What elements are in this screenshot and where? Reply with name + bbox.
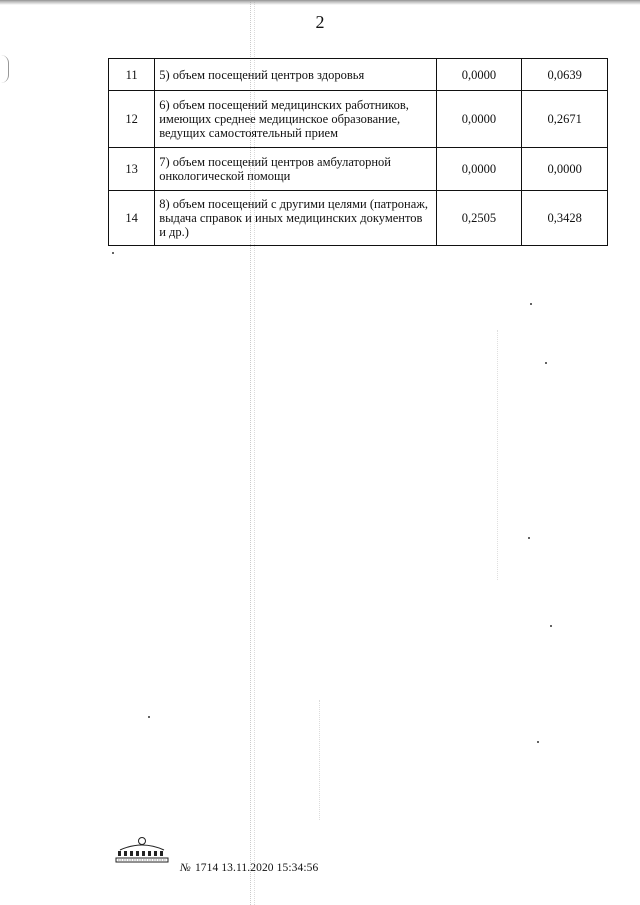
row-value-2: 0,2671 bbox=[522, 91, 608, 148]
table-row bbox=[109, 59, 608, 91]
row-value-2: 0,0639 bbox=[522, 59, 608, 91]
registration-text: 1714 13.11.2020 15:34:56 bbox=[194, 862, 319, 874]
scan-top-edge bbox=[0, 0, 640, 6]
fold-line bbox=[497, 330, 498, 580]
row-value-2: 0,3428 bbox=[522, 191, 608, 246]
scan-speck bbox=[112, 252, 114, 254]
row-number: 14 bbox=[109, 191, 155, 246]
row-number: 12 bbox=[109, 91, 155, 148]
row-description: 5) объем посещений центров здоровья bbox=[155, 59, 436, 91]
row-value-1: 0,0000 bbox=[436, 91, 522, 148]
table-row bbox=[109, 191, 608, 246]
data-table bbox=[108, 58, 608, 246]
registration-stamp bbox=[180, 862, 318, 874]
scan-speck bbox=[148, 716, 150, 718]
binding-mark bbox=[0, 55, 9, 83]
row-description: 7) объем посещений центров амбулаторной онкологической помощи bbox=[155, 148, 436, 191]
emblem-stamp-icon bbox=[112, 836, 172, 864]
row-value-2: 0,0000 bbox=[522, 148, 608, 191]
row-value-1: 0,0000 bbox=[436, 148, 522, 191]
scan-speck bbox=[545, 362, 547, 364]
page-number: 2 bbox=[315, 12, 325, 32]
row-number: 11 bbox=[109, 59, 155, 91]
row-description: 6) объем посещений медицинских работников, имеющих среднее медицинское образование, ведущих самостоятельный прием bbox=[155, 91, 436, 148]
table-row bbox=[109, 148, 608, 191]
table-row bbox=[109, 91, 608, 148]
row-value-1: 0,0000 bbox=[436, 59, 522, 91]
number-sign: № bbox=[180, 862, 191, 874]
scan-speck bbox=[528, 537, 530, 539]
fold-line bbox=[319, 700, 320, 820]
row-description: 8) объем посещений с другими целями (патронаж, выдача справок и иных медицинских документов и др.) bbox=[155, 191, 436, 246]
scan-speck bbox=[530, 303, 532, 305]
scan-speck bbox=[537, 741, 539, 743]
row-value-1: 0,2505 bbox=[436, 191, 522, 246]
scan-speck bbox=[550, 625, 552, 627]
row-number: 13 bbox=[109, 148, 155, 191]
